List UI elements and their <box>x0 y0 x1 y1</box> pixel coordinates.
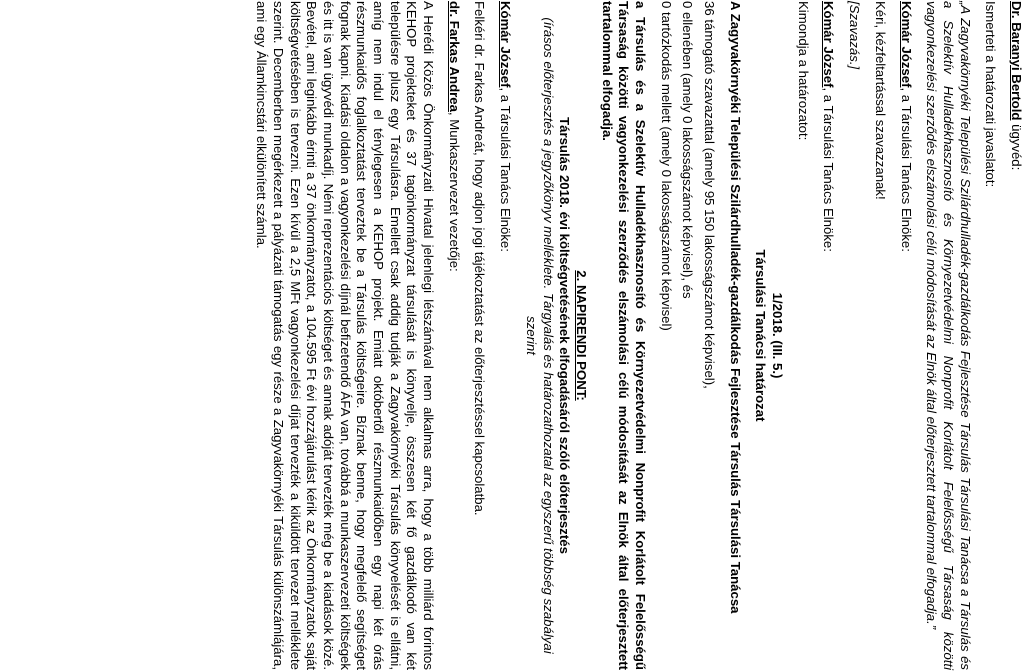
paragraph-request-info: Felkéri dr. Farkas Andreát, hogy adjon jogi tájékoztatást az előterjesztéssel kapcsolatba. <box>472 1 488 516</box>
speaker-line-farkas <box>445 1 462 670</box>
vote-against: 0 ellenében (amely 0 lakosságszámot képvisel), és <box>680 1 696 299</box>
vote-for: 36 támogató szavazattal (amely 95 150 lakosságszámot képvisel), <box>702 1 718 389</box>
agenda-note: (írásos előterjesztés a jegyzőkönyv melléklete. Tárgyalás és határozathozatal az egyszerű többség szabályai szerint <box>523 17 556 654</box>
draft-resolution-quote: „A Zagyvakörnyéki Települési Szilárdhulladék-gazdálkodás Fejlesztése Társulás Társulási Tanácsa a Társulás és a Szelektív Hulladékhasznosító és Környezetvédelmi Nonprofit Korlátolt Felelősségű Társaság közötti vagyonkezelési szerződés elszámolási célú módosítását az Elnök által előterjesztett tartalommal elfogadja.” <box>924 1 973 670</box>
speaker-role: , a Társulási Tanács Elnöke: <box>498 87 514 252</box>
speaker-role: ügyvéd: <box>1009 120 1024 171</box>
paragraph-vote-request: Kéri, kézfeltartással szavazzanak! <box>872 1 888 200</box>
speaker-role: , Munkaszervezet vezetője: <box>446 111 462 272</box>
paragraph-announce: Kimondja a határozatot: <box>795 1 811 141</box>
paragraph-voting-note: [Szavazás.] <box>847 1 863 70</box>
resolution-decision: a Társulás és a Szelektív Hulladékhasznosító és Környezetvédelmi Nonprofit Korlátolt Felelősségű Társaság közötti vagyonkezelési szerződés elszámolási célú módosítását az Elnök által előterjesztett tartalommal elfogadja. <box>599 1 648 670</box>
speaker-name: dr. Farkas Andrea <box>446 1 462 112</box>
agenda-title: Társulás 2018. évi költségvetésének elfogadásáról szóló előterjesztés <box>557 117 573 554</box>
speaker-line-komar-2 <box>820 1 837 670</box>
speaker-line-baranyi <box>1007 1 1024 670</box>
speaker-line-komar-1 <box>897 1 914 670</box>
speaker-name: Kómár József <box>821 1 837 88</box>
speaker-name: Dr. Baranyi Bertold <box>1009 1 1024 121</box>
speaker-role: , a Társulási Tanács Elnöke: <box>821 87 837 252</box>
resolution-number: 1/2018. (III. 5.) <box>770 292 786 379</box>
resolution-body: A Zagyvakörnyéki Települési Szilárdhulladék-gazdálkodás Fejlesztése Társulás Társulási Tanácsa <box>727 1 743 614</box>
speaker-name: Kómár József <box>498 1 514 88</box>
agenda-heading: 2. NAPIRENDI PONT: <box>573 270 589 401</box>
resolution-title: Társulási Tanácsi határozat <box>753 249 769 422</box>
paragraph-budget-explanation: A Herédi Közös Önkormányzati Hivatal jelenlegi létszámával nem alkalmas arra, hogy a több milliárd forintos KEHOP projekteket és 37 tagönkormányzat társulását is könyvelje, összesen két fő gazdálkodó van két településre plusz egy Társulásra. Emellett csak addig tudják a Zagyvakörnyéki Társulás könyvelését is ellátni, amíg nem indul el ténylegesen a KEHOP projekt. Emiatt októbertől részmunkaidőben egy napi két órás részmunkaidős foglalkoztatást terveztek be a Társulás költségeire. Bíznak benne, hogy megfelelő segítséget fognak kapni. Kiadási oldalon a vagyonkezelési díjnál befizetendő ÁFA van, továbbá a munkaszervezeti költségek és itt is van ügyvédi munkadíj. Némi reprezentációs költséget és annak adóját tervezték még be a kiadások közé. Bevétel, ami leginkább érinti a 37 önkormányzatot, a 104.595 Ft évi hozzájárulást kérik az Önkormányzatok saját költségvetésében is tervezni. Ezen kívül a 2,5 MFt vagyonkezelési díjat tervezték a kiküldött tervezet melléklete szerint. Decemberben megérkezett a pályázati támogatás egy része a Zagyvakörnyéki Társulás különszámlájára, ami egy Államkincstári elkülönített számla. <box>254 1 437 670</box>
speaker-line-komar-3 <box>497 1 514 670</box>
paragraph-intro: Ismerteti a határozati javaslatot: <box>983 1 999 188</box>
speaker-role: , a Társulási Tanács Elnöke: <box>898 87 914 252</box>
vote-abstain: 0 tartózkodás mellett (amely 0 lakosságszámot képvisel) <box>658 1 674 331</box>
speaker-name: Kómár József <box>898 1 914 88</box>
